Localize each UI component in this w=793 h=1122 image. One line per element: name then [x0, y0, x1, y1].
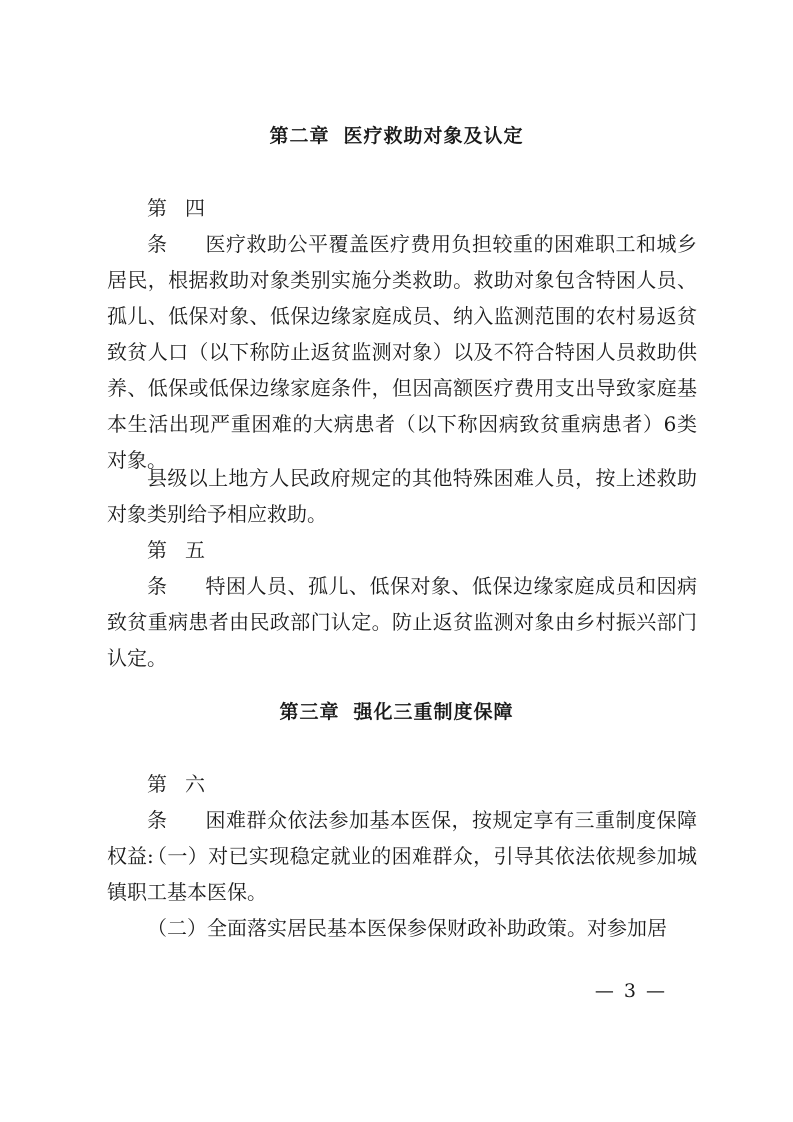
- article-6-text: 困难群众依法参加基本医保，按规定享有三重制度保障权益:: [107, 808, 697, 868]
- article-6-item-2: （二）全面落实居民基本医保参保财政补助政策。对参加居: [147, 916, 667, 940]
- chapter-3-number: 第三章: [279, 701, 340, 723]
- chapter-2-number: 第二章: [269, 125, 330, 147]
- chapter-3-title: 强化三重制度保障: [353, 701, 514, 723]
- article-4-text: 医疗救助公平覆盖医疗费用负担较重的困难职工和城乡居民，根据救助对象类别实施分类救助。救助对象包含特困人员、孤儿、低保对象、低保边缘家庭成员、纳入监测范围的农村易返贫致贫人口（以下称防止返贫监测对象）以及不符合特困人员救助供养、低保或低保边缘家庭条件，但因高额医疗费用支出导致家庭基本生活出现严重困难的大病患者（以下称因病致贫重病患者）6类对象。: [107, 232, 697, 472]
- article-6-item-1: （一）对已实现稳定就业的困难群众，引导其依法依规参加城镇职工基本医保。: [107, 844, 697, 904]
- article-4-label: 第四条: [147, 196, 205, 256]
- chapter-3-heading: [0, 697, 793, 724]
- chapter-2-title: 医疗救助对象及认定: [343, 125, 524, 147]
- article-5-paragraph: [107, 532, 697, 676]
- chapter-2-heading: [0, 121, 793, 148]
- article-6-label: 第六条: [147, 772, 205, 832]
- article-4-second-paragraph: 县级以上地方人民政府规定的其他特殊困难人员，按上述救助对象类别给予相应救助。: [107, 466, 697, 526]
- article-5-text: 特困人员、孤儿、低保对象、低保边缘家庭成员和因病致贫重病患者由民政部门认定。防止返贫监测对象由乡村振兴部门认定。: [107, 574, 697, 670]
- article-5-label: 第五条: [147, 538, 205, 598]
- page-number: — 3 —: [594, 980, 667, 1002]
- article-4-paragraph: [107, 190, 697, 478]
